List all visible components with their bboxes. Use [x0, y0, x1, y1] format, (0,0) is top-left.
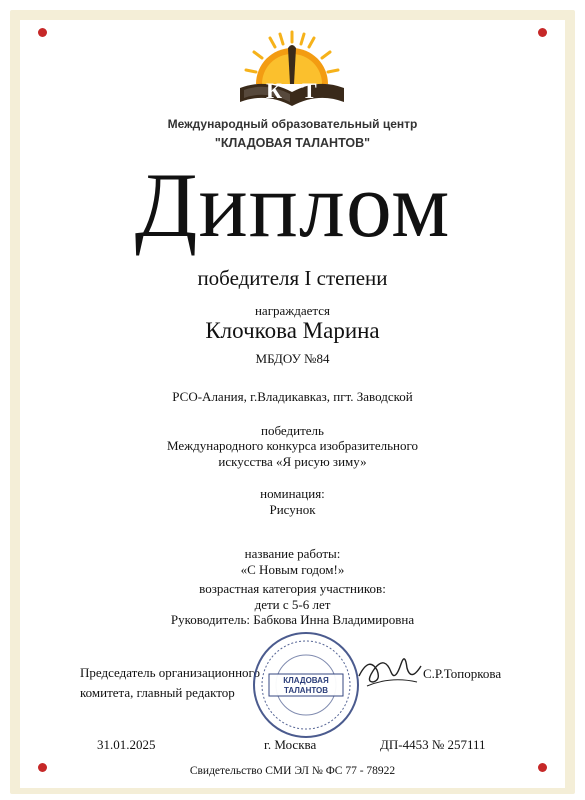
organization-name: Международный образовательный центр: [167, 117, 418, 131]
stamp-text-1: КЛАДОВАЯ: [283, 676, 329, 685]
corner-dot: [38, 28, 47, 37]
sun-book-logo-icon: [232, 28, 352, 112]
school-name: МБДОУ №84: [255, 351, 330, 366]
location: РСО-Алания, г.Владикавказ, пгт. Заводской: [172, 389, 413, 404]
media-certificate: Свидетельство СМИ ЭЛ № ФС 77 - 78922: [189, 765, 396, 777]
winner-label: победитель: [261, 423, 324, 438]
corner-dot: [538, 28, 547, 37]
signatory-title: [80, 663, 260, 703]
organization-stamp: [251, 630, 361, 740]
signatory-title-line-2: комитета, главный редактор: [80, 685, 235, 700]
diploma-number: ДП-4453 № 257111: [380, 737, 486, 752]
signatory-title-line-1: Председатель организационного: [80, 665, 261, 680]
issue-date: 31.01.2025: [97, 737, 156, 752]
issue-city: г. Москва: [264, 737, 317, 752]
nomination-label: номинация:: [260, 486, 325, 501]
logo-letter-k: К: [266, 78, 282, 103]
organization-brand: "КЛАДОВАЯ ТАЛАНТОВ": [214, 136, 371, 150]
signatory-name: С.Р.Топоркова: [423, 666, 502, 681]
diploma-subtitle: победителя I степени: [197, 266, 388, 290]
diploma-title: Диплом: [134, 154, 451, 256]
contest-line-2: искусства «Я рисую зиму»: [218, 454, 367, 469]
work-label: название работы:: [244, 546, 341, 561]
age-value: дети с 5-6 лет: [254, 597, 331, 612]
awarded-label: награждается: [254, 303, 331, 318]
age-label: возрастная категория участников:: [199, 581, 386, 596]
stamp-text-2: ТАЛАНТОВ: [283, 686, 329, 695]
supervisor: Руководитель: Бабкова Инна Владимировна: [170, 612, 415, 627]
contest-line-1: Международного конкурса изобразительного: [167, 438, 418, 453]
handwritten-signature: [355, 646, 425, 696]
work-title: «С Новым годом!»: [240, 562, 345, 577]
logo-letter-t: Т: [302, 78, 317, 103]
recipient-name: Клочкова Марина: [205, 318, 380, 343]
nomination-value: Рисунок: [269, 502, 316, 517]
